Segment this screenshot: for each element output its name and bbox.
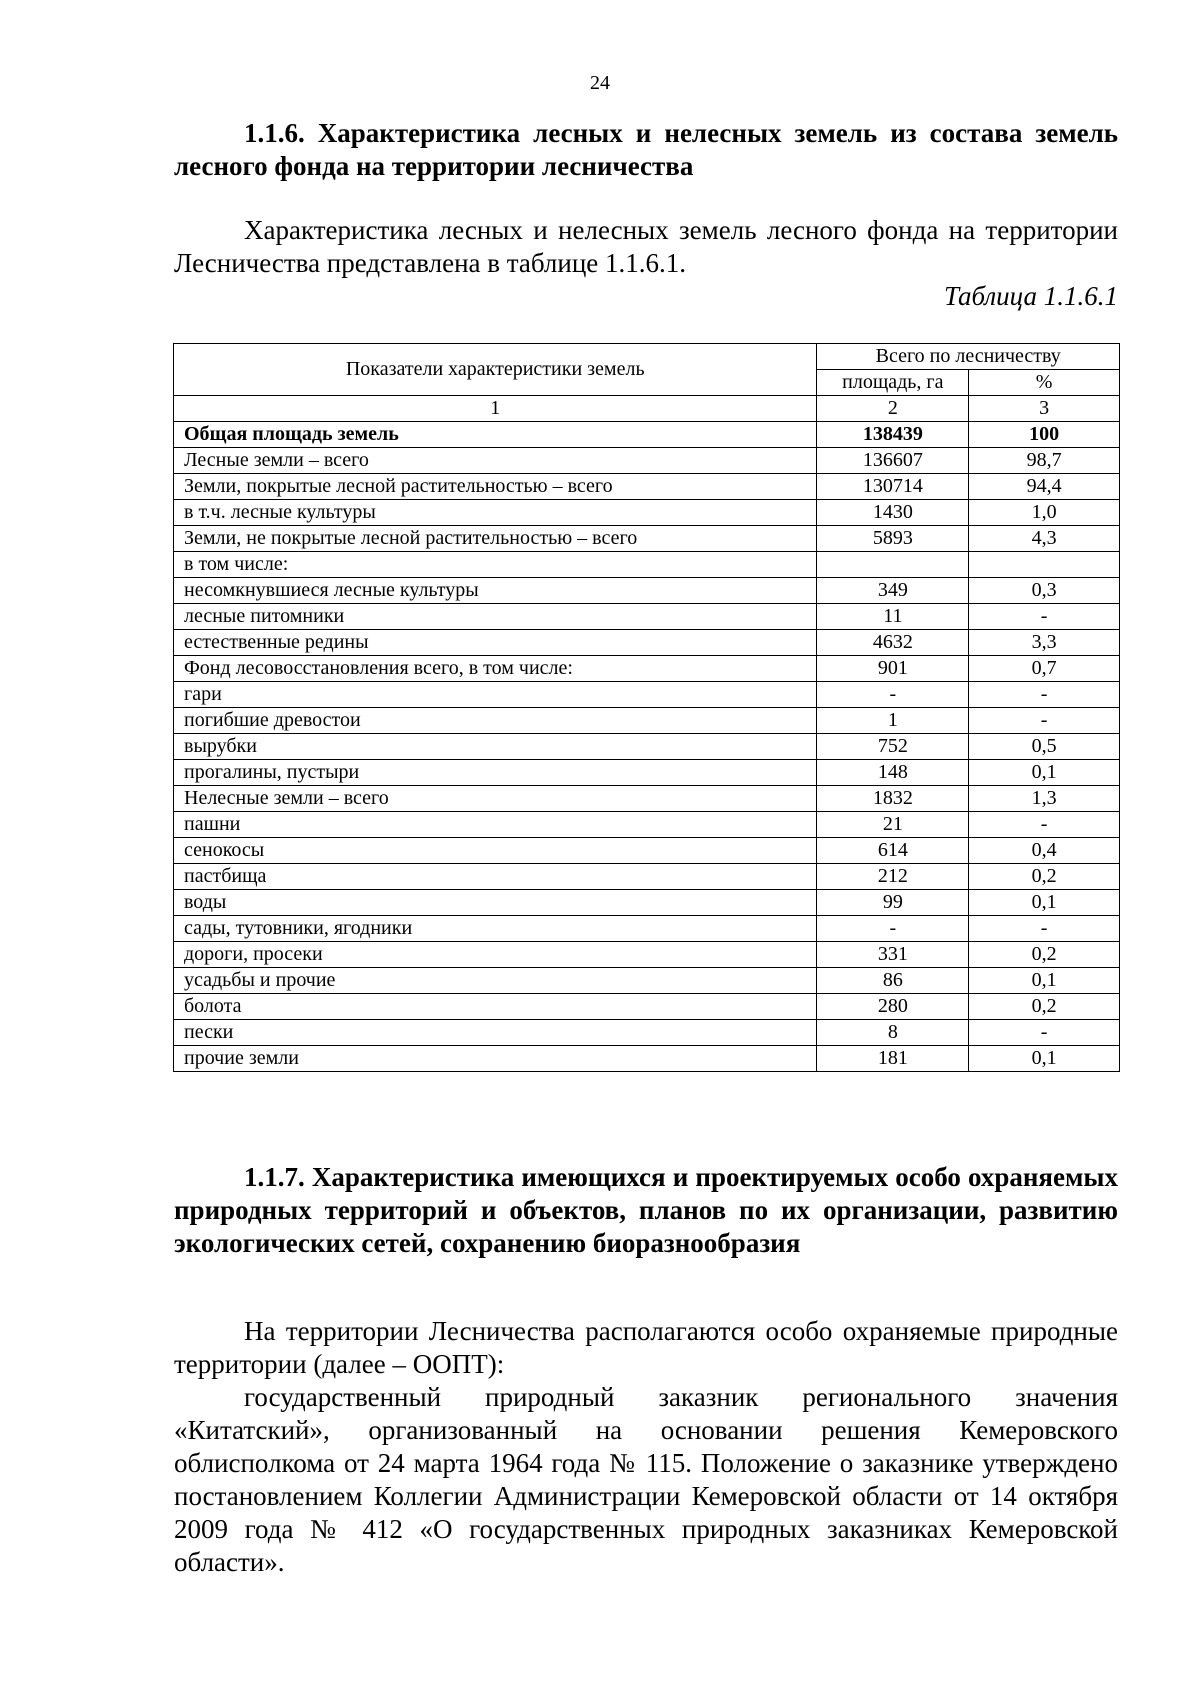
row-area: 86 [817, 968, 969, 994]
row-label: усадьбы и прочие [174, 968, 817, 994]
row-percent: - [969, 916, 1120, 942]
row-label: прочие земли [174, 1046, 817, 1072]
row-label: гари [174, 682, 817, 708]
table-row [174, 1046, 1120, 1072]
row-percent: 1,3 [969, 786, 1120, 812]
row-area: 21 [817, 812, 969, 838]
table-row [174, 864, 1120, 890]
row-label: сады, тутовники, ягодники [174, 916, 817, 942]
row-label: сенокосы [174, 838, 817, 864]
row-label: Земли, не покрытые лесной растительностью – всего [174, 526, 817, 552]
row-percent: 0,1 [969, 968, 1120, 994]
intro-paragraph: Характеристика лесных и нелесных земель лесного фонда на территории Лесничества представлена в таблице 1.1.6.1. [174, 215, 1118, 278]
table-row [174, 734, 1120, 760]
row-percent: 4,3 [969, 526, 1120, 552]
table-row [174, 578, 1120, 604]
row-label: Фонд лесовосстановления всего, в том числе: [174, 656, 817, 682]
table-row [174, 708, 1120, 734]
zakaznik-paragraph: государственный природный заказник регионального значения «Китатский», организованный на основании решения Кемеровского облисполкома от 24 марта 1964 года № 115. Положение о заказнике утверждено постановлением Коллегии Администрации Кемеровской области от 14 октября 2009 года № 412 «О государственных природных заказниках Кемеровской области». [174, 1382, 1118, 1577]
row-area: 212 [817, 864, 969, 890]
row-label: несомкнувшиеся лесные культуры [174, 578, 817, 604]
table-row [174, 994, 1120, 1020]
row-area: 130714 [817, 474, 969, 500]
row-label: лесные питомники [174, 604, 817, 630]
land-characteristics-table [173, 343, 1120, 1072]
row-percent: - [969, 682, 1120, 708]
table-row [174, 812, 1120, 838]
table-row [174, 760, 1120, 786]
row-label: Нелесные земли – всего [174, 786, 817, 812]
row-label: пашни [174, 812, 817, 838]
row-percent: - [969, 1020, 1120, 1046]
row-percent: 3,3 [969, 630, 1120, 656]
row-label: пастбища [174, 864, 817, 890]
row-percent: 100 [969, 422, 1120, 448]
table-row [174, 942, 1120, 968]
row-percent: 0,3 [969, 578, 1120, 604]
row-percent: 0,1 [969, 1046, 1120, 1072]
row-percent [969, 552, 1120, 578]
table-row [174, 838, 1120, 864]
row-area: 11 [817, 604, 969, 630]
row-percent: 0,1 [969, 760, 1120, 786]
row-percent: 0,4 [969, 838, 1120, 864]
row-area: 901 [817, 656, 969, 682]
row-percent: 0,2 [969, 994, 1120, 1020]
row-area: 4632 [817, 630, 969, 656]
column-number-1: 1 [174, 396, 817, 422]
row-area: 138439 [817, 422, 969, 448]
table-row [174, 448, 1120, 474]
column-number-3: 3 [969, 396, 1120, 422]
oopt-intro-paragraph: На территории Лесничества располагаются особо охраняемые природные территории (далее – ООПТ): [174, 1316, 1118, 1379]
table-row [174, 890, 1120, 916]
row-percent: - [969, 812, 1120, 838]
row-area: 148 [817, 760, 969, 786]
table-row [174, 1020, 1120, 1046]
row-percent: 0,1 [969, 890, 1120, 916]
row-percent: 0,7 [969, 656, 1120, 682]
row-label: прогалины, пустыри [174, 760, 817, 786]
table-row [174, 656, 1120, 682]
row-label: пески [174, 1020, 817, 1046]
row-percent: 1,0 [969, 500, 1120, 526]
table-row [174, 916, 1120, 942]
row-label: дороги, просеки [174, 942, 817, 968]
row-area: - [817, 916, 969, 942]
table-row [174, 422, 1120, 448]
row-label: Земли, покрытые лесной растительностью – всего [174, 474, 817, 500]
row-label: воды [174, 890, 817, 916]
row-area: 8 [817, 1020, 969, 1046]
row-label: Лесные земли – всего [174, 448, 817, 474]
row-percent: 94,4 [969, 474, 1120, 500]
row-percent: 0,2 [969, 864, 1120, 890]
table-row [174, 786, 1120, 812]
table-row [174, 552, 1120, 578]
column-number-2: 2 [817, 396, 969, 422]
row-label: Общая площадь земель [174, 422, 817, 448]
table-caption: Таблица 1.1.6.1 [943, 281, 1118, 311]
row-area [817, 552, 969, 578]
row-area: 1832 [817, 786, 969, 812]
header-indicator: Показатели характеристики земель [174, 344, 817, 396]
row-percent: 0,2 [969, 942, 1120, 968]
table-row [174, 500, 1120, 526]
header-area: площадь, га [817, 370, 969, 396]
table-row [174, 474, 1120, 500]
section-heading-1-1-7: 1.1.7. Характеристика имеющихся и проектируемых особо охраняемых природных территорий и объектов, планов по их организации, развитию экологических сетей, сохранению биоразнообразия [174, 1162, 1118, 1258]
row-label: естественные редины [174, 630, 817, 656]
page-number: 24 [590, 72, 610, 94]
row-area: 752 [817, 734, 969, 760]
row-percent: - [969, 604, 1120, 630]
row-percent: 98,7 [969, 448, 1120, 474]
header-percent: % [969, 370, 1120, 396]
row-label: вырубки [174, 734, 817, 760]
section-heading-1-1-6: 1.1.6. Характеристика лесных и нелесных земель из состава земель лесного фонда на территории лесничества [174, 118, 1118, 181]
header-total: Всего по лесничеству [817, 344, 1120, 370]
row-area: 280 [817, 994, 969, 1020]
row-area: 349 [817, 578, 969, 604]
row-area: 136607 [817, 448, 969, 474]
row-label: в том числе: [174, 552, 817, 578]
row-area: 181 [817, 1046, 969, 1072]
row-area: 331 [817, 942, 969, 968]
table-row [174, 968, 1120, 994]
row-label: погибшие древостои [174, 708, 817, 734]
row-label: в т.ч. лесные культуры [174, 500, 817, 526]
table-row [174, 682, 1120, 708]
row-area: 614 [817, 838, 969, 864]
row-area: 1 [817, 708, 969, 734]
row-area: 5893 [817, 526, 969, 552]
row-area: 99 [817, 890, 969, 916]
table-row [174, 526, 1120, 552]
row-area: - [817, 682, 969, 708]
table-row [174, 604, 1120, 630]
row-area: 1430 [817, 500, 969, 526]
table-row [174, 630, 1120, 656]
row-percent: 0,5 [969, 734, 1120, 760]
row-label: болота [174, 994, 817, 1020]
row-percent: - [969, 708, 1120, 734]
